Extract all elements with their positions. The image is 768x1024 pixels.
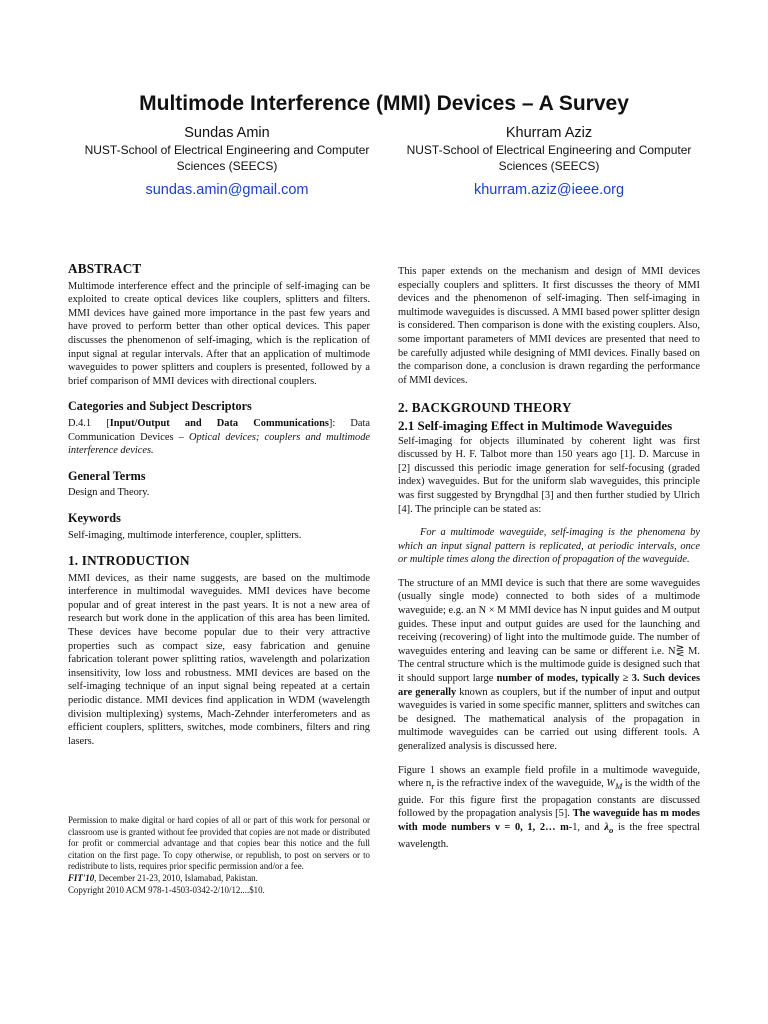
not-equal-symbol: ⋛: [675, 645, 685, 657]
conference-line: [68, 873, 370, 885]
author-affiliation: NUST-School of Electrical Engineering and Computer Sciences (SEECS): [406, 143, 692, 173]
categories-italic: Optical devices; couplers and multimode interference devices.: [68, 431, 371, 457]
p3-bold: The waveguide has m modes with mode numbers ν = 0, 1, 2… m-: [398, 808, 700, 834]
author-block-1: [62, 124, 392, 200]
conference-details: , December 21-23, 2010, Islamabad, Pakistan.: [94, 872, 258, 883]
author-email-link[interactable]: khurram.aziz@ieee.org: [473, 182, 625, 198]
general-terms-text: Design and Theory.: [68, 487, 150, 499]
categories-code: D.4.1 [: [68, 417, 110, 429]
categories-bold: Input/Output and Data Communications: [109, 417, 329, 429]
p2-bold: number of modes, typically ≥ 3. Such devices are generally: [398, 673, 700, 698]
selfimaging-subheading: 2.1 Self-imaging Effect in Multimode Waveguides: [398, 417, 673, 433]
wm-symbol: W: [606, 778, 616, 790]
permission-text: Permission to make digital or hard copies of all or part of this work for personal or classroom use is granted without fee provided that copies are not made or distributed for profit or commercial advantage and that copies bear this notice and the full citation on the first page. To copy otherwise, or republish, to post on servers or to redistribute to lists, requires prior specific permission and/or a fee.: [68, 815, 370, 872]
lambda-subscript: o: [608, 825, 614, 836]
author-name: Sundas Amin: [184, 125, 270, 141]
left-column: [68, 262, 370, 748]
background-paragraph-2: [398, 577, 700, 754]
general-terms-heading: General Terms: [68, 468, 146, 483]
wm-subscript: M: [615, 781, 623, 792]
principle-quote: For a multimode waveguide, self-imaging is the phenomena by which an input signal pattern is replicated, at periodic intervals, once or multiple times along the direction of propagation of the waveguide.: [398, 527, 700, 566]
author-email-link[interactable]: sundas.amin@gmail.com: [145, 182, 309, 198]
right-column: [398, 265, 700, 851]
introduction-heading: 1. INTRODUCTION: [68, 553, 190, 569]
keywords-heading: Keywords: [68, 510, 121, 525]
background-paragraph-3: [398, 764, 700, 852]
conference-name: FIT'10: [68, 872, 95, 883]
paper-title: Multimode Interference (MMI) Devices – A Survey: [139, 92, 629, 115]
permission-notice: [68, 815, 370, 896]
categories-heading: Categories and Subject Descriptors: [68, 399, 252, 414]
background-heading: 2. BACKGROUND THEORY: [398, 400, 572, 416]
copyright-line: Copyright 2010 ACM 978-1-4503-0342-2/10/12....$10.: [68, 884, 265, 895]
abstract-heading: ABSTRACT: [68, 261, 142, 276]
keywords-text: Self-imaging, multimode interference, coupler, splitters.: [68, 529, 302, 541]
author-name: Khurram Aziz: [505, 125, 593, 141]
introduction-text: MMI devices, as their name suggests, are based on the multimode interference in multimodal waveguides. MMI devices have become popular and of great interest in the past years. It is not a new area of research but work done in the application of this area has been limited. These devices have become popular due to their very attractive properties such as compact size, easy fabrication and genuine fabrication tolerant power splitting ratios, wavelength and polarization insensitivity, low loss and robustness. MMI devices are based on the self-imaging technique of an input signal being repeated at a certain periodic distance. MMI devices find application in WDM (wavelength division multiplexing) systems, Mach-Zehnder interferometers and as efficient couplers, splitters, switches, mode combiners, filters and ring lasers.: [68, 572, 370, 747]
background-paragraph-1: Self-imaging for objects illuminated by coherent light was first discussed by H. F. Talbot more than 150 years ago [1]. D. Marcuse in [2] discussed this periodic image generation for self-focusing (graded index) waveguides. But for the uniform slab waveguides, this principle was first suggested by Bryngdhal [3] and then further studied by Ulrich [4]. The principle can be stated as:: [398, 435, 700, 515]
p2-part-c: known as couplers, but if the number of input and output waveguides is varied in some specific manner, splitters and switches can be designed. The mathematical analysis of the propagation in multimode waveguides can be carried out using different tools. A generalized analysis is discussed here.: [398, 686, 700, 752]
abstract-text: Multimode interference effect and the principle of self-imaging can be exploited to create optical devices like couplers, splitters and filters. MMI devices have gained more importance in the past few years and have proved to perform better than other optical devices. This paper discusses the phenomenon of self-imaging, which is the replication of input signal at regular intervals. After that an application of multimode waveguides to power splitters and couplers is presented, followed by a brief comparison of MMI devices with directional couplers.: [68, 280, 370, 387]
p3-part-c: is the width of the guide. For this figure first the propagation constants are discussed followed by the propagation analysis [5].: [398, 778, 700, 820]
intro-continuation-text: This paper extends on the mechanism and design of MMI devices especially couplers and splitters. It first discusses the theory of MMI devices and the phenomenon of self-imaging. Then self-imaging in multimode waveguides is discussed. A MMI based power splitter design is considered. Then comparison is done with the existing couplers. Also, some important parameters of MMI devices are presented that need to be carefully adjusted while designing of MMI devices. Finally based on the comparison done, a conclusion is drawn regarding the performance of MMI devices.: [398, 266, 700, 386]
lambda-symbol: λ: [604, 822, 609, 834]
p2-part-a: The structure of an MMI device is such that there are some waveguides (usually single mode) connected to both sides of a multimode waveguide; e.g. an N × M MMI device has N input guides and M output guides. These input and output guides are used for the launching and receiving (recovering) of light into the multimode guide. The number of waveguides entering and leaving can be same or different i.e. N: [398, 577, 700, 657]
p2-part-b: M. The central structure which is the multimode guide is designed such that it should support large: [398, 645, 701, 685]
p3-part-a: Figure 1 shows an example field profile in a multimode waveguide, where n: [398, 764, 700, 790]
p3-part-b: is the refractive index of the waveguide,: [434, 778, 607, 790]
author-affiliation: NUST-School of Electrical Engineering and Computer Sciences (SEECS): [84, 143, 370, 173]
categories-rest: ]: Data Communication Devices –: [68, 417, 371, 443]
categories-text: [68, 417, 370, 458]
author-block-2: [384, 124, 714, 200]
p3-part-d: 1, and: [572, 822, 605, 834]
nr-subscript: r: [431, 781, 435, 792]
p3-part-e: is the free spectral wavelength.: [398, 822, 700, 850]
